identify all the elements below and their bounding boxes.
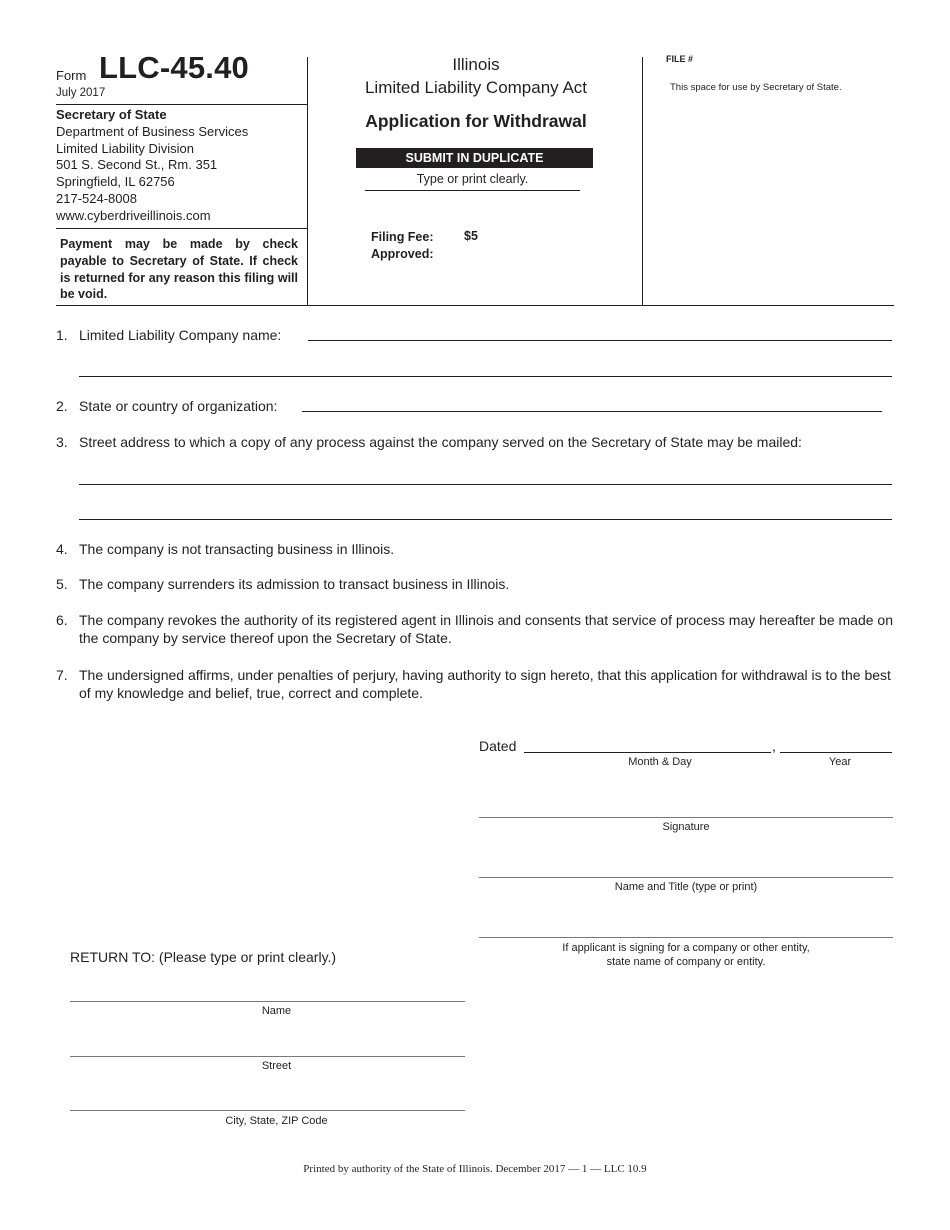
item-text: Limited Liability Company name: — [79, 327, 282, 343]
item-number: 7. — [56, 667, 68, 683]
filing-fee-label: Filing Fee: — [371, 230, 434, 244]
agency-line-city: Springfield, IL 62756 — [56, 174, 175, 190]
month-day-field[interactable] — [524, 752, 771, 753]
item-text: Street address to which a copy of any process against the company served on the Secretary of State may be mailed: — [79, 434, 802, 450]
item-number: 2. — [56, 398, 68, 414]
agency-title: Secretary of State — [56, 107, 167, 122]
instruction-underline — [365, 190, 580, 191]
return-name-field[interactable] — [70, 1001, 465, 1002]
return-city-caption: City, State, ZIP Code — [225, 1115, 328, 1127]
return-street-field[interactable] — [70, 1056, 465, 1057]
form-word: Form — [56, 68, 87, 83]
return-street-caption: Street — [261, 1060, 292, 1072]
agency-line-phone: 217-524-8008 — [56, 190, 137, 206]
entity-caption — [479, 941, 893, 969]
header-divider-right — [642, 57, 643, 305]
fee-labels — [371, 229, 434, 262]
agency-line-division: Limited Liability Division — [56, 140, 194, 156]
agency-line-website: www.cyberdriveillinois.com — [56, 207, 211, 223]
return-to-label: RETURN TO: (Please type or print clearly.) — [70, 949, 337, 965]
header-divider-left — [307, 57, 308, 305]
agency-line-street: 501 S. Second St., Rm. 351 — [56, 157, 218, 173]
approved-label: Approved: — [371, 246, 434, 261]
item-number: 1. — [56, 327, 68, 343]
name-title-field[interactable] — [479, 877, 893, 878]
name-title-caption: Name and Title (type or print) — [614, 881, 758, 893]
header-left-mid-rule — [56, 228, 307, 229]
dated-label: Dated — [479, 738, 517, 754]
header-left-top-rule — [56, 104, 307, 105]
footer-print-notice: Printed by authority of the State of Illinois. December 2017 — 1 — LLC 10.9 — [303, 1163, 647, 1175]
entity-caption-line-1: If applicant is signing for a company or other entity, — [562, 942, 810, 954]
item-text: The undersigned affirms, under penalties of perjury, having authority to sign hereto, that this application for withdrawal is to the best of my knowledge and belief, true, correct and complete. — [79, 667, 891, 701]
submit-in-duplicate-banner: SUBMIT IN DUPLICATE — [356, 148, 593, 168]
year-field[interactable] — [780, 752, 892, 753]
item-text: The company revokes the authority of its registered agent in Illinois and consents that service of process may hereafter be made on the company by service thereof upon the Secretary of State. — [79, 612, 893, 646]
entity-caption-line-2: state name of company or entity. — [606, 956, 766, 968]
process-address-field-line-2[interactable] — [79, 519, 892, 520]
filing-fee-value: $5 — [464, 229, 478, 243]
company-name-field-line-2[interactable] — [79, 376, 892, 377]
signature-field[interactable] — [479, 817, 893, 818]
act-name: Limited Liability Company Act — [364, 78, 588, 97]
state-name: Illinois — [452, 55, 500, 74]
agency-line-department: Department of Business Services — [56, 123, 249, 139]
item-text: State or country of organization: — [79, 398, 278, 414]
item-text: The company is not transacting business in Illinois. — [79, 541, 395, 557]
file-number-label: FILE # — [666, 54, 694, 64]
form-number: LLC-45.40 — [99, 50, 249, 85]
process-address-field-line-1[interactable] — [79, 484, 892, 485]
return-city-state-zip-field[interactable] — [70, 1110, 465, 1111]
file-office-use-note: This space for use by Secretary of State. — [670, 82, 842, 93]
form-title: Application for Withdrawal — [365, 111, 587, 131]
type-print-instruction: Type or print clearly. — [416, 172, 529, 186]
header-bottom-rule — [56, 305, 894, 306]
month-day-caption: Month & Day — [628, 756, 692, 768]
state-of-organization-field[interactable] — [302, 411, 882, 412]
payment-notice: Payment may be made by check payable to Secretary of State. If check is returned for any reason this filing will be void. — [60, 237, 298, 302]
entity-name-field[interactable] — [479, 937, 893, 938]
form-date: July 2017 — [56, 87, 106, 99]
item-text: The company surrenders its admission to transact business in Illinois. — [79, 576, 510, 592]
agency-address-block — [56, 107, 248, 225]
date-comma: , — [772, 738, 776, 754]
year-caption: Year — [828, 756, 852, 768]
item-number: 6. — [56, 612, 68, 628]
item-number: 5. — [56, 576, 68, 592]
item-number: 3. — [56, 434, 68, 450]
item-number: 4. — [56, 541, 68, 557]
signature-caption: Signature — [662, 821, 710, 833]
return-name-caption: Name — [261, 1005, 292, 1017]
company-name-field[interactable] — [308, 340, 892, 341]
